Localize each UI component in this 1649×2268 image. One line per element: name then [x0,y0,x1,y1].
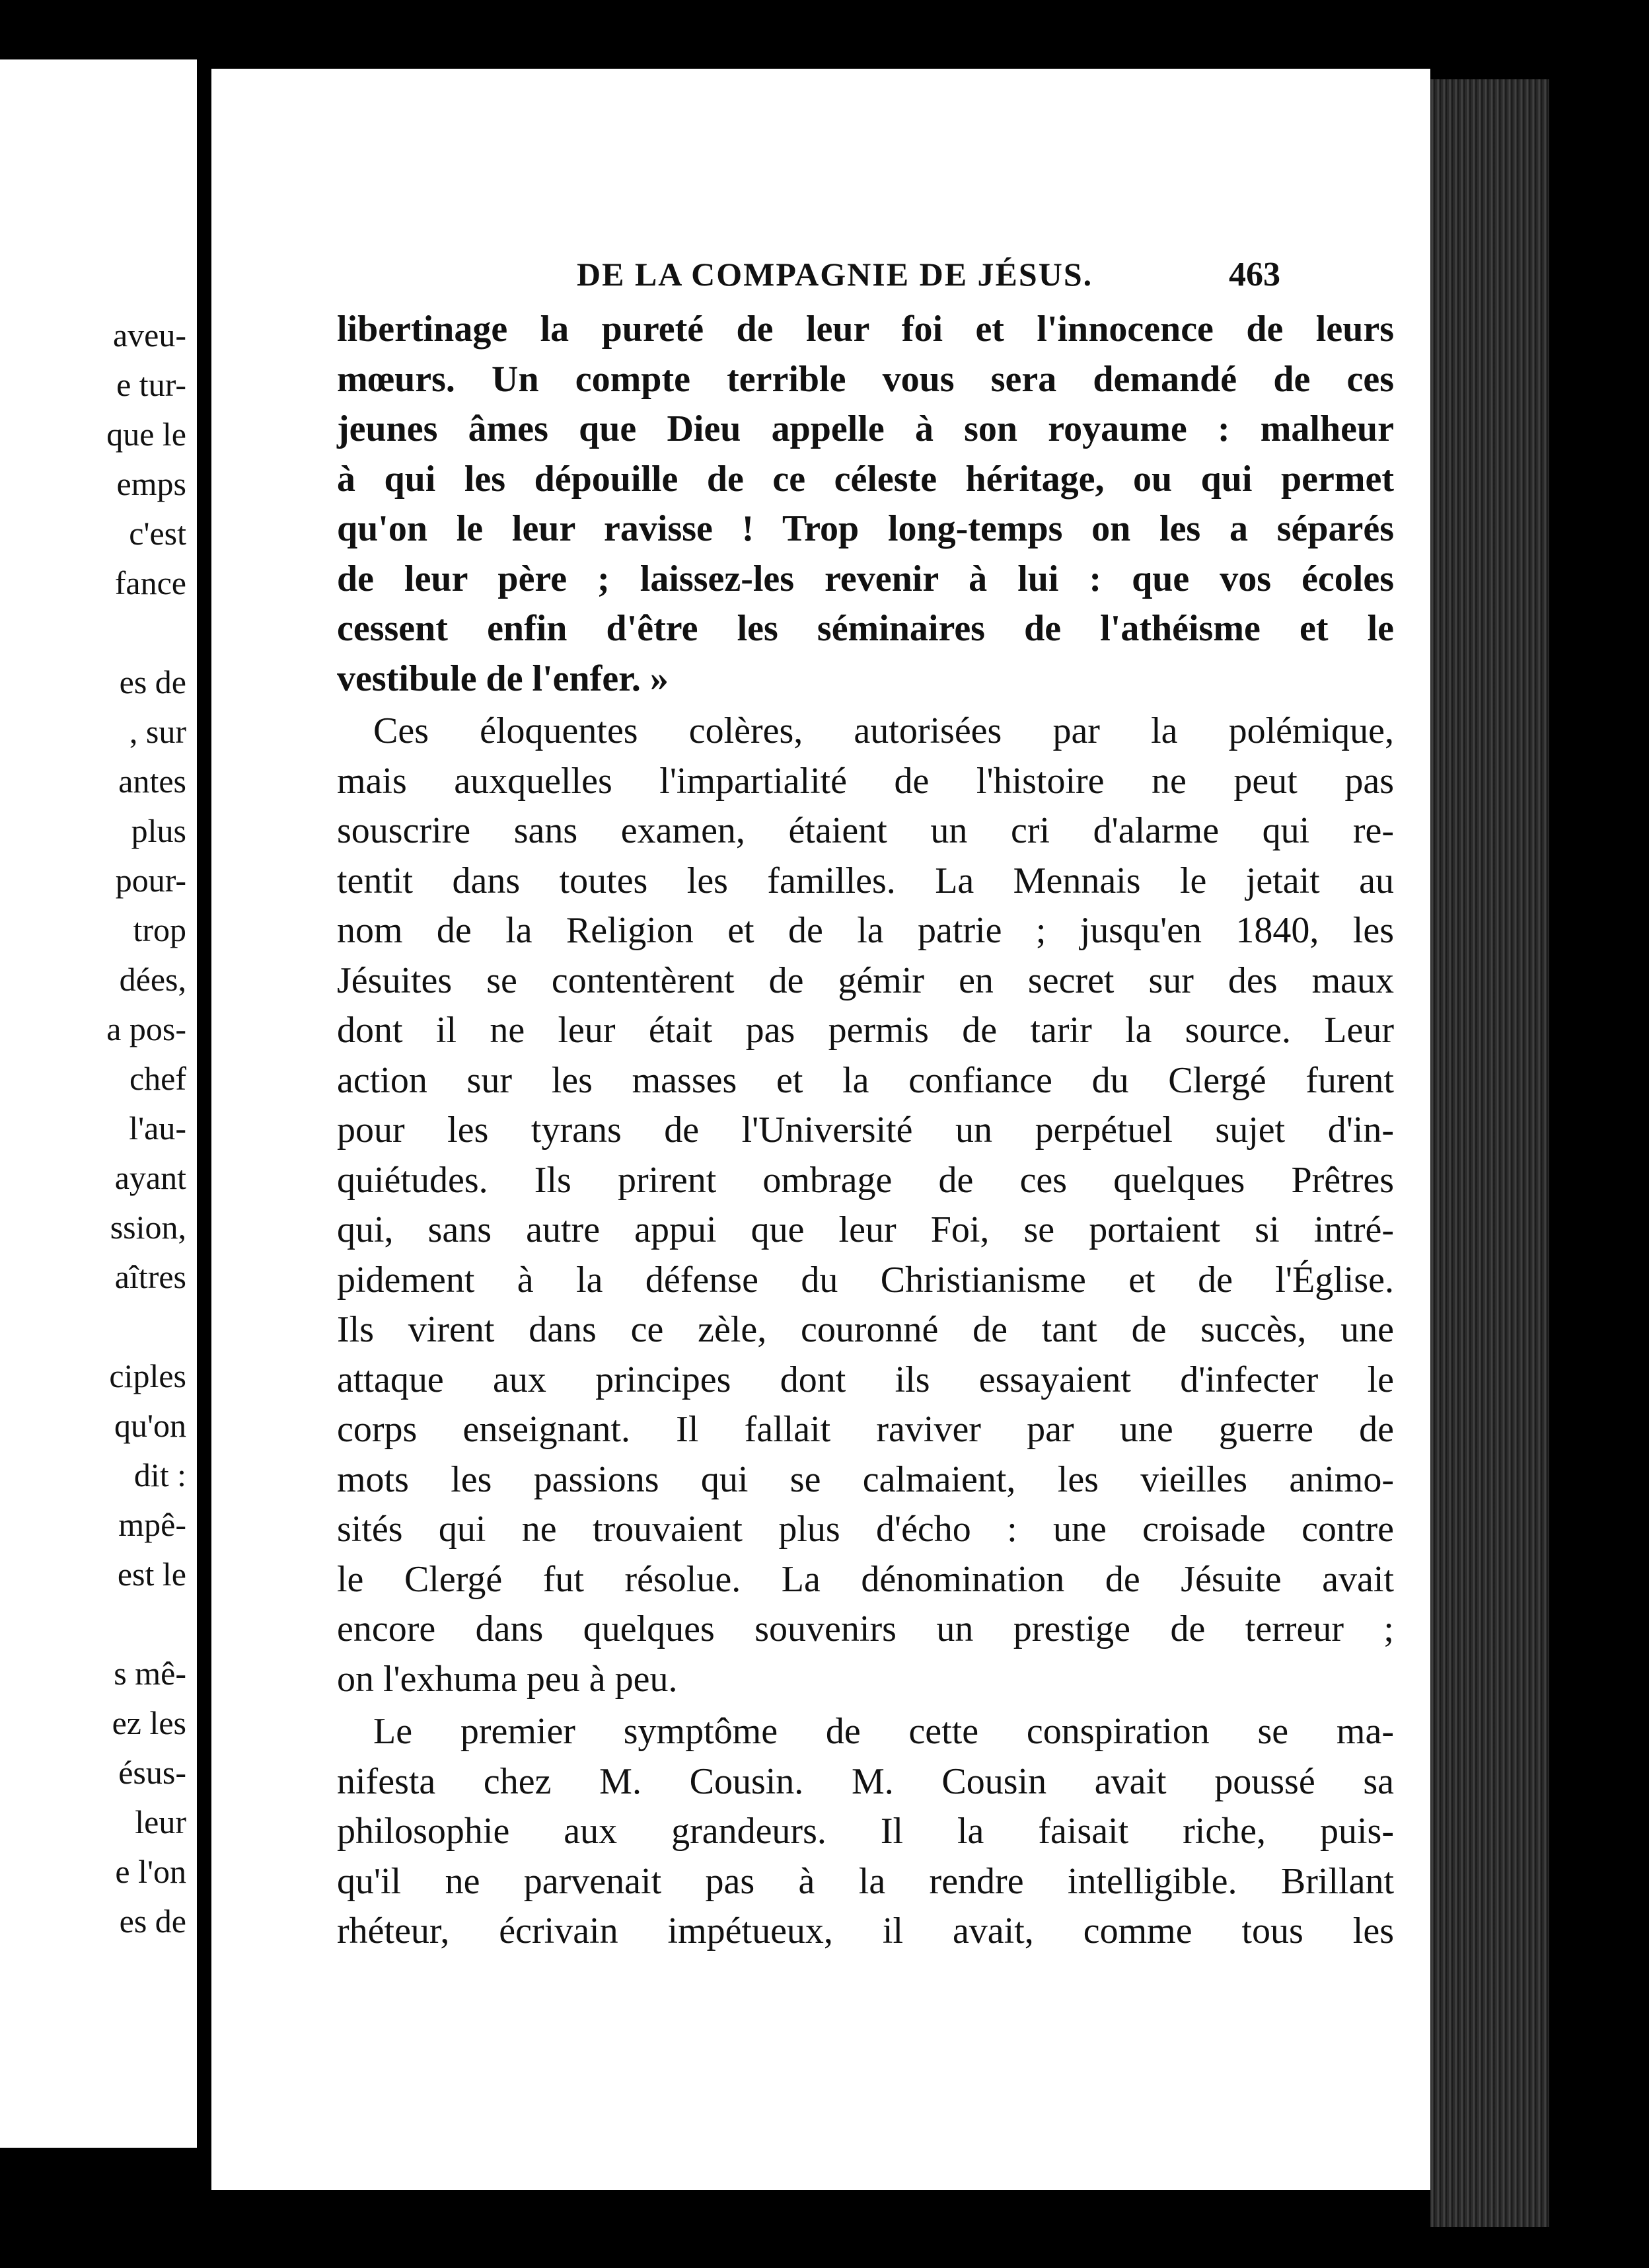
text-line: Le premier symptôme de cette conspiration se ma- [373,1711,1394,1752]
text-line: souscrire sans examen, étaient un cri d'alarme qui re- [337,810,1394,851]
text-line: vestibule de l'enfer. » [337,658,669,699]
left-fragment: a pos- [106,1010,186,1047]
text-line: mœurs. Un compte terrible vous sera demandé de ces [337,358,1394,400]
left-fragment: que le [106,416,186,453]
text-line: on l'exhuma peu à peu. [337,1658,678,1700]
body-text [337,305,1394,1957]
left-fragment [0,1599,186,1649]
text-line: corps enseignant. Il fallait raviver par une guerre de [337,1409,1394,1450]
left-fragment: ssion, [110,1209,186,1246]
text-line: dont il ne leur était pas permis de tarir la source. Leur [337,1010,1394,1051]
text-line: pour les tyrans de l'Université un perpétuel sujet d'in- [337,1110,1394,1151]
text-line: rhéteur, écrivain impétueux, il avait, comme tous les [337,1910,1394,1951]
running-title: DE LA COMPAGNIE DE JÉSUS. [577,256,1093,293]
left-fragment: dit : [133,1456,186,1493]
left-fragment: qu'on [114,1407,186,1444]
text-line: jeunes âmes que Dieu appelle à son royaume : malheur [337,408,1394,449]
left-page-text-fragments [0,311,186,1946]
main-page [211,69,1430,2190]
text-line: nom de la Religion et de la patrie ; jusqu'en 1840, les [337,910,1394,951]
text-line: quiétudes. Ils prirent ombrage de ces quelques Prêtres [337,1159,1394,1201]
text-line: philosophie aux grandeurs. Il la faisait riche, puis- [337,1811,1394,1852]
text-line: qu'on le leur ravisse ! Trop long-temps on les a séparés [337,508,1394,549]
text-line: cessent enfin d'être les séminaires de l'athéisme et le [337,608,1394,649]
text-line: action sur les masses et la confiance du Clergé furent [337,1059,1394,1101]
page-edge-stack [1430,79,1549,2227]
text-line: tentit dans toutes les familles. La Mennais le jetait au [337,860,1394,901]
text-line: encore dans quelques souvenirs un prestige de terreur ; [337,1608,1394,1649]
left-fragment: fance [114,564,186,601]
left-fragment: aveu- [112,317,186,354]
left-fragment: chef [129,1060,186,1097]
left-fragment: aîtres [114,1258,186,1295]
text-line: nifesta chez M. Cousin. M. Cousin avait poussé sa [337,1760,1394,1802]
left-fragment: e tur- [116,366,186,403]
text-line: Jésuites se contentèrent de gémir en secret sur des maux [337,960,1394,1001]
left-fragment: plus [131,812,186,849]
left-fragment: dées, [119,961,186,998]
left-fragment: es de [119,1903,186,1940]
left-fragment: antes [118,763,186,800]
text-line: de leur père ; laissez-les revenir à lui : que vos écoles [337,558,1394,599]
left-facing-page [0,59,197,2148]
text-line: mais auxquelles l'impartialité de l'histoire ne peut pas [337,760,1394,802]
left-fragment: est le [117,1556,186,1593]
left-fragment: , sur [129,713,186,750]
left-fragment [0,608,186,658]
text-line: pidement à la défense du Christianisme et de l'Église. [337,1259,1394,1301]
left-fragment: mpê- [118,1506,186,1543]
left-fragment: ayant [114,1159,186,1196]
text-line: le Clergé fut résolue. La dénomination de Jésuite avait [337,1558,1394,1600]
left-fragment: ésus- [118,1754,186,1791]
left-fragment: emps [116,465,186,502]
left-fragment: es de [119,663,186,700]
left-fragment: leur [135,1803,186,1840]
text-line: qu'il ne parvenait pas à la rendre intelligible. Brillant [337,1860,1394,1902]
left-fragment: s mê- [114,1655,186,1692]
text-line: à qui les dépouille de ce céleste héritage, ou qui permet [337,458,1394,500]
left-fragment: pour- [115,862,186,899]
text-line: sités qui ne trouvaient plus d'écho : une croisade contre [337,1509,1394,1550]
left-fragment: trop [133,911,186,948]
text-line: Ils virent dans ce zèle, couronné de tant de succès, une [337,1309,1394,1350]
left-fragment: ez les [112,1704,186,1741]
text-line: Ces éloquentes colères, autorisées par la polémique, [373,710,1394,751]
text-line: libertinage la pureté de leur foi et l'innocence de leurs [337,309,1394,350]
left-fragment: c'est [129,515,186,552]
text-line: mots les passions qui se calmaient, les vieilles animo- [337,1458,1394,1500]
running-header [211,255,1430,308]
text-line: attaque aux principes dont ils essayaient d'infecter le [337,1359,1394,1400]
left-fragment: ciples [109,1357,186,1394]
left-fragment: l'au- [129,1110,186,1147]
page-number: 463 [1229,256,1280,293]
text-line: qui, sans autre appui que leur Foi, se portaient si intré- [337,1209,1394,1250]
left-fragment [0,1302,186,1351]
left-fragment: e l'on [115,1853,186,1890]
